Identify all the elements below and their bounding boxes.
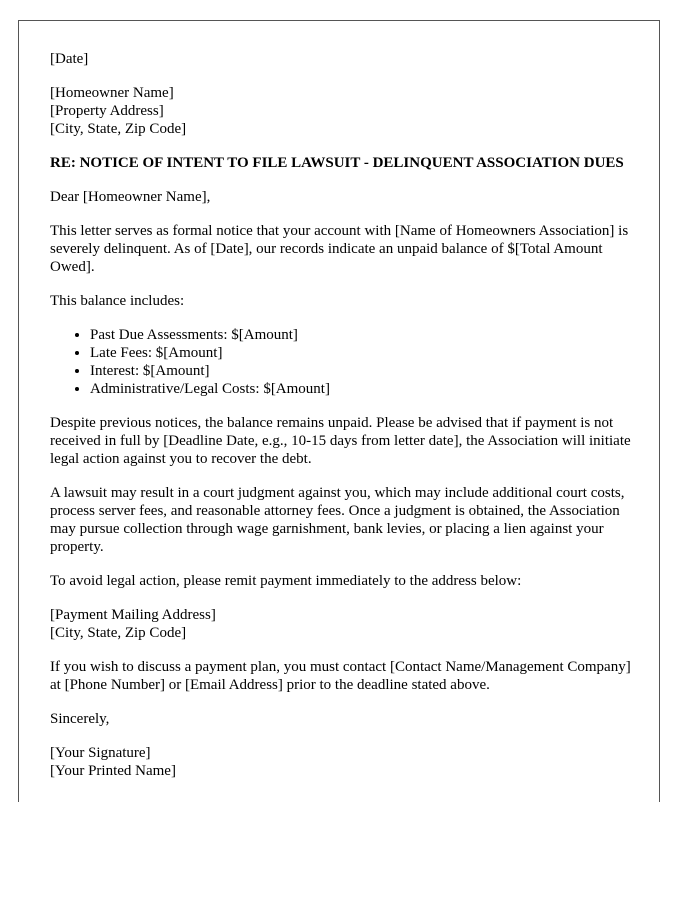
list-item: • Late Fees: $[Amount]	[90, 344, 635, 362]
printed-name-line: [Your Printed Name]	[50, 763, 176, 779]
payment-city-state-zip: [City, State, Zip Code]	[50, 625, 187, 641]
balance-items-list	[50, 326, 635, 398]
signature-block	[50, 744, 635, 780]
paragraph-lawsuit: A lawsuit may result in a court judgment against you, which may include additional court costs, process server fees, and reasonable attorney fees. Once a judgment is obtained, the Association may pursue collection through wage garnishment, bank levies, or placing a lien against your property.	[50, 485, 625, 555]
letter-subject: RE: NOTICE OF INTENT TO FILE LAWSUIT - DELINQUENT ASSOCIATION DUES	[50, 155, 624, 171]
recipient-name: [Homeowner Name]	[50, 85, 174, 101]
letter-salutation: Dear [Homeowner Name],	[50, 189, 211, 205]
recipient-city-state-zip: [City, State, Zip Code]	[50, 121, 187, 137]
payment-address-block	[50, 606, 635, 642]
list-item: • Past Due Assessments: $[Amount]	[90, 326, 635, 344]
signature-line: [Your Signature]	[50, 745, 151, 761]
letter-content	[50, 50, 635, 780]
paragraph-notice: This letter serves as formal notice that your account with [Name of Homeowners Association] is severely delinquent. As of [Date], our records indicate an unpaid balance of $[Total Amount Owed].	[50, 223, 629, 275]
letter-closing: Sincerely,	[50, 711, 110, 727]
payment-address: [Payment Mailing Address]	[50, 607, 216, 623]
paragraph-remit: To avoid legal action, please remit payment immediately to the address below:	[50, 573, 522, 589]
letter-date: [Date]	[50, 51, 89, 67]
recipient-address: [Property Address]	[50, 103, 164, 119]
list-item: • Interest: $[Amount]	[90, 362, 635, 380]
balance-intro: This balance includes:	[50, 293, 185, 309]
paragraph-deadline: Despite previous notices, the balance remains unpaid. Please be advised that if payment is not received in full by [Deadline Date, e.g., 10-15 days from letter date], the Association will initiate legal action against you to recover the debt.	[50, 415, 631, 467]
letter-page	[18, 20, 660, 802]
recipient-address-block	[50, 84, 635, 138]
paragraph-payment-plan: If you wish to discuss a payment plan, you must contact [Contact Name/Management Company] at [Phone Number] or [Email Address] prior to the deadline stated above.	[50, 659, 631, 693]
list-item: • Administrative/Legal Costs: $[Amount]	[90, 380, 635, 398]
